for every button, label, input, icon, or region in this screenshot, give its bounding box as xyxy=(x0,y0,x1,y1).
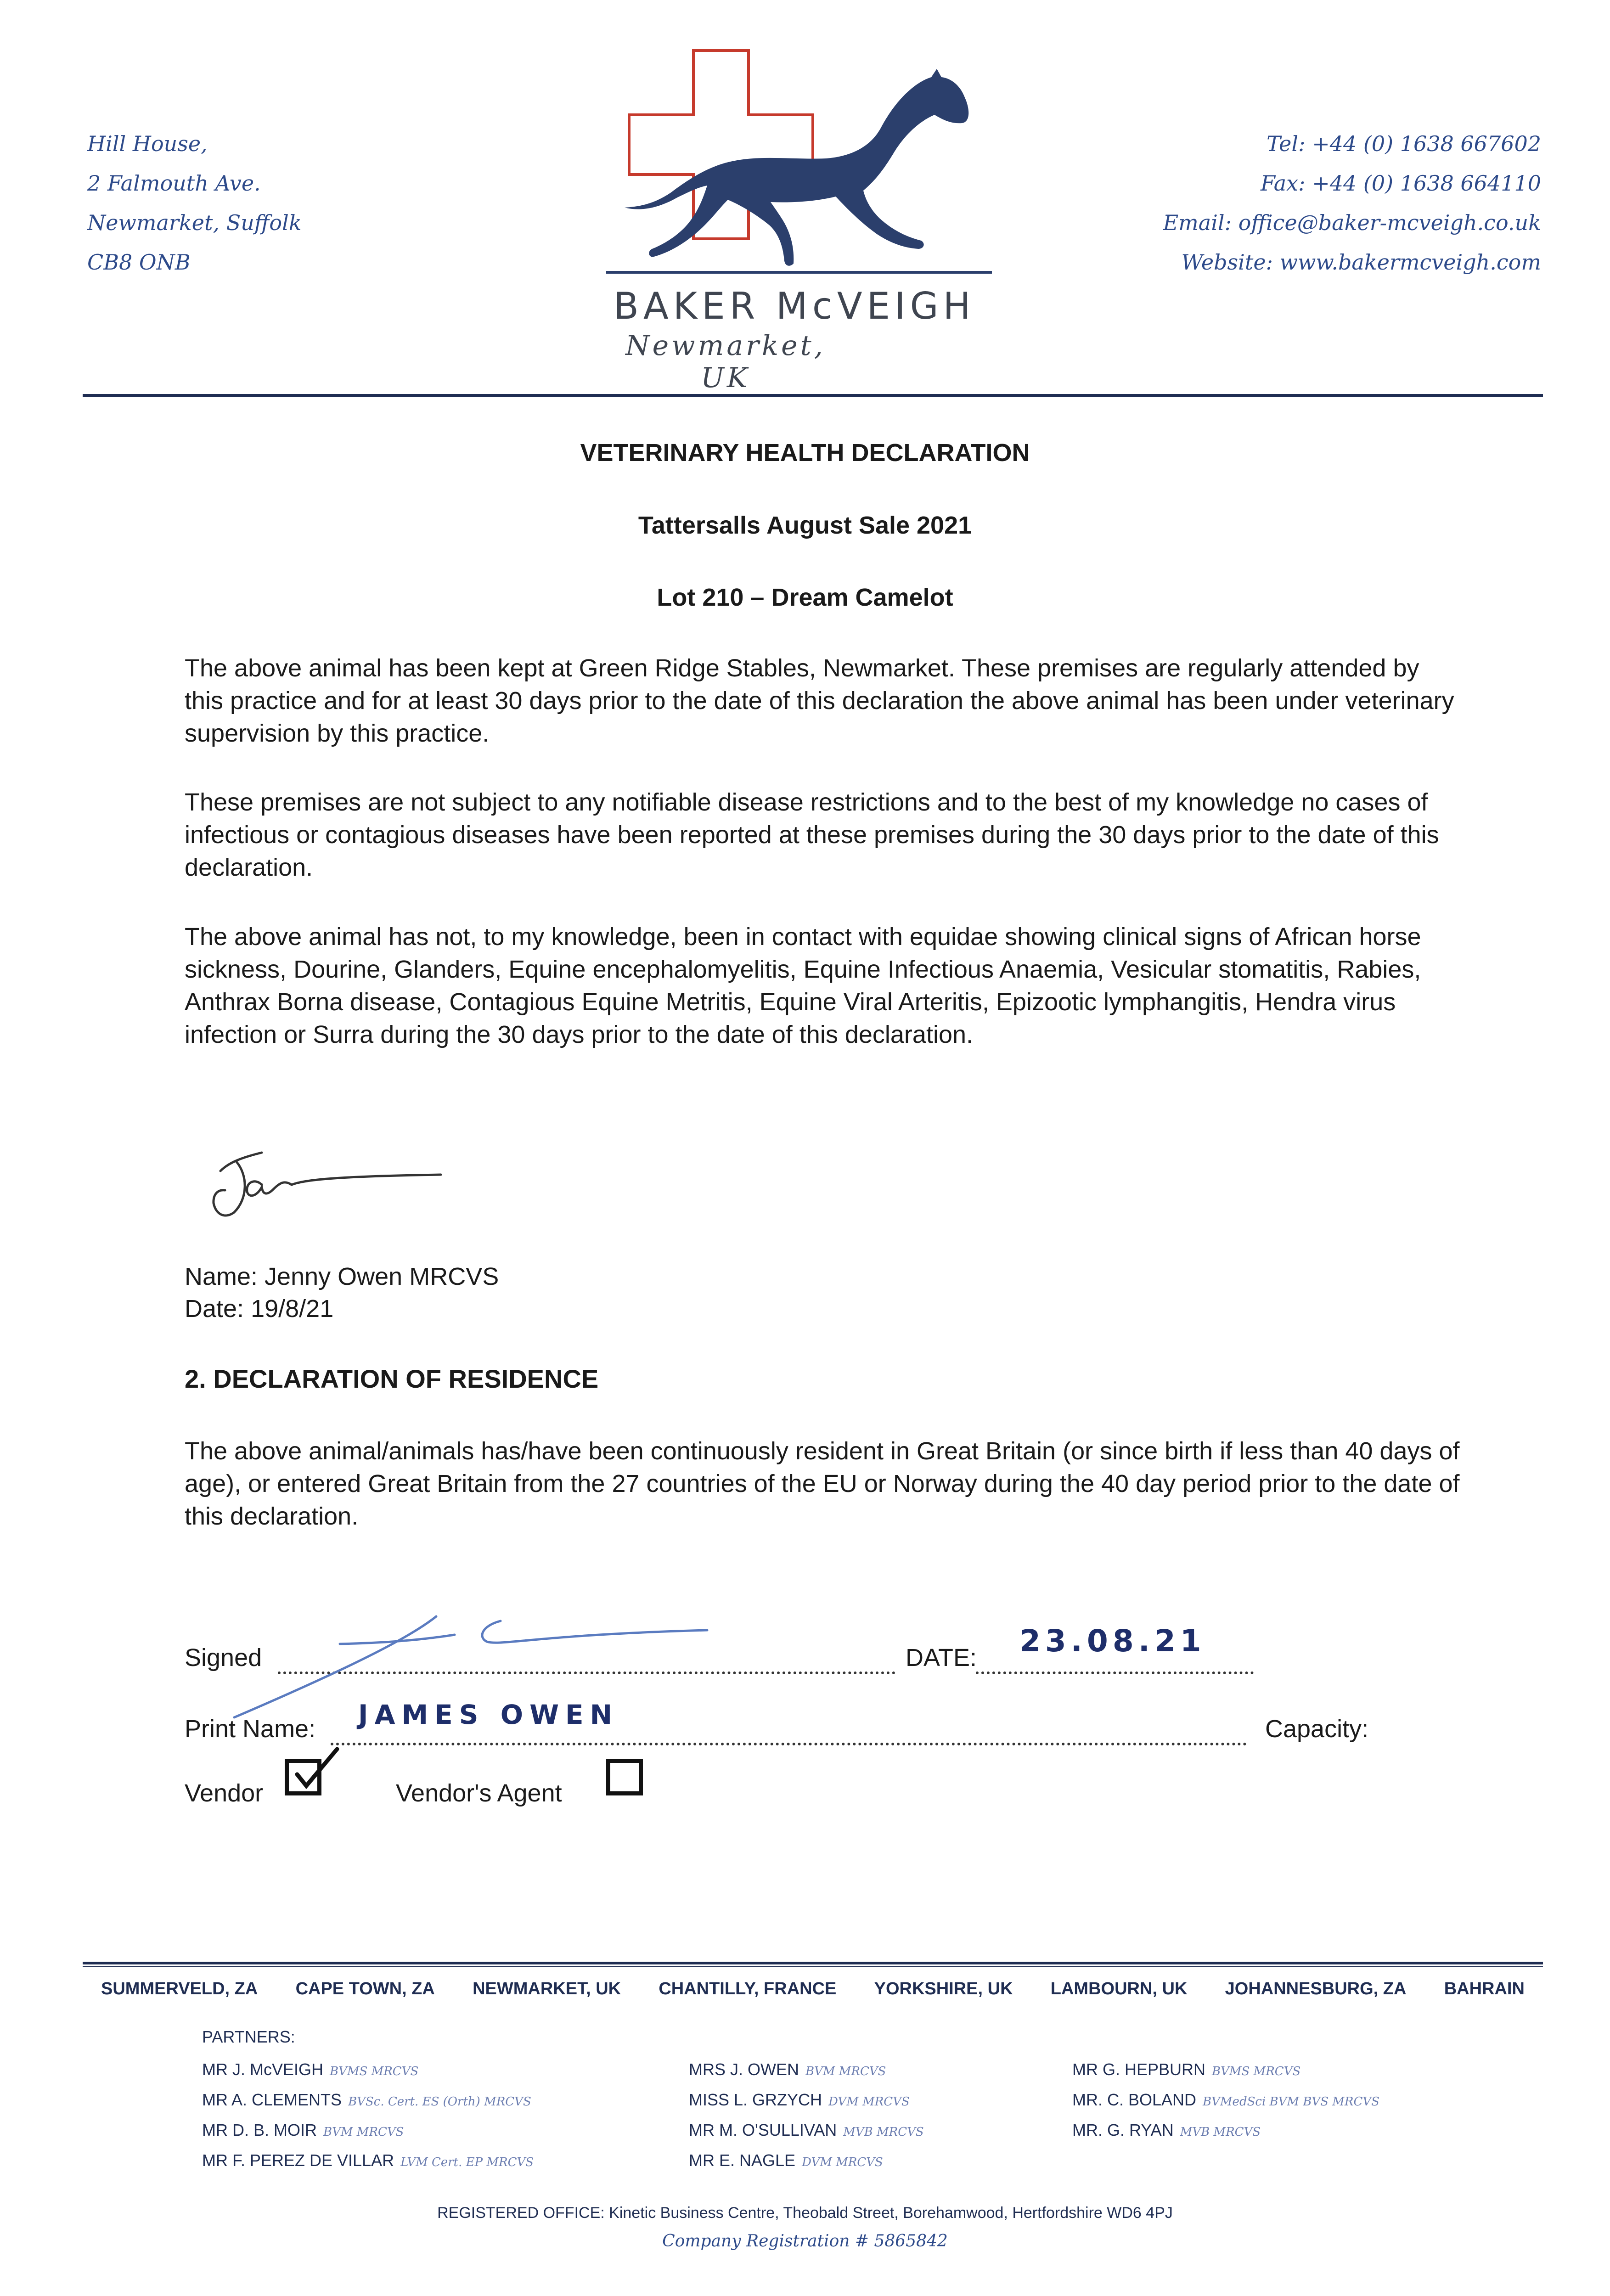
partners-column xyxy=(689,2055,924,2177)
baker-mcveigh-logo xyxy=(597,41,1001,289)
logo-subtitle: Newmarket, UK xyxy=(625,330,826,394)
partner: MR E. NAGLE DVM MRCVS xyxy=(689,2151,883,2170)
address-line: Newmarket, Suffolk xyxy=(87,210,302,235)
address-line: 2 Falmouth Ave. xyxy=(87,171,261,196)
capacity-label: Capacity: xyxy=(1265,1715,1369,1743)
partner: MR J. McVEIGH BVMS MRCVS xyxy=(202,2060,419,2079)
checkmark-icon xyxy=(289,1749,339,1790)
red-cross-icon xyxy=(629,51,813,239)
location: NEWMARKET, UK xyxy=(473,1979,621,1998)
galloping-horse-icon xyxy=(625,69,968,266)
partner: MRS J. OWEN BVM MRCVS xyxy=(689,2060,886,2079)
header-divider xyxy=(83,394,1543,397)
practice-contact xyxy=(1163,124,1541,282)
sale-title: Tattersalls August Sale 2021 xyxy=(638,512,972,539)
partner: MR. C. BOLAND BVMedSci BVM BVS MRCVS xyxy=(1072,2090,1379,2109)
partner: MISS L. GRZYCH DVM MRCVS xyxy=(689,2090,910,2109)
address-line: CB8 ONB xyxy=(87,250,191,275)
partner: MR G. HEPBURN BVMS MRCVS xyxy=(1072,2060,1301,2079)
logo-rule xyxy=(606,271,992,274)
print-name-value: JAMES OWEN xyxy=(358,1699,619,1730)
location: CAPE TOWN, ZA xyxy=(295,1979,435,1998)
location: JOHANNESBURG, ZA xyxy=(1225,1979,1407,1998)
location: LAMBOURN, UK xyxy=(1050,1979,1188,1998)
registered-office: REGISTERED OFFICE: Kinetic Business Centre, Theobald Street, Borehamwood, Hertfordshire WD6 4PJ xyxy=(437,2204,1173,2222)
agent-checkbox[interactable] xyxy=(606,1759,643,1795)
footer-divider-thin xyxy=(83,1966,1543,1967)
document-title: VETERINARY HEALTH DECLARATION xyxy=(580,439,1030,467)
location: YORKSHIRE, UK xyxy=(874,1979,1013,1998)
location: CHANTILLY, FRANCE xyxy=(659,1979,837,1998)
contact-email: Email: office@baker-mcveigh.co.uk xyxy=(1163,210,1541,235)
partner: MR. G. RYAN MVB MRCVS xyxy=(1072,2121,1261,2139)
agent-label: Vendor's Agent xyxy=(396,1779,562,1807)
supervision-paragraph: The above animal has been kept at Green Ridge Stables, Newmarket. These premises are regularly attended by this practice and for at least 30 days prior to the date of this declaration the above animal has been under veterinary supervision by this practice. xyxy=(185,654,1454,747)
partners-column xyxy=(202,2055,534,2177)
residence-heading: 2. DECLARATION OF RESIDENCE xyxy=(185,1364,599,1393)
location: SUMMERVELD, ZA xyxy=(101,1979,258,1998)
office-locations xyxy=(101,1979,1525,1999)
lot-title: Lot 210 – Dream Camelot xyxy=(657,584,953,611)
location: BAHRAIN xyxy=(1444,1979,1525,1998)
partner: MR D. B. MOIR BVM MRCVS xyxy=(202,2121,404,2139)
vet-date: Date: 19/8/21 xyxy=(185,1295,334,1322)
signed-label: Signed xyxy=(185,1644,262,1671)
print-name-label: Print Name: xyxy=(185,1715,316,1743)
partner: MR M. O'SULLIVAN MVB MRCVS xyxy=(689,2121,924,2139)
vet-name: Name: Jenny Owen MRCVS xyxy=(185,1263,499,1290)
contact-paragraph: The above animal has not, to my knowledge, been in contact with equidae showing clinical signs of African horse sickness, Dourine, Glanders, Equine encephalomyelitis, Equine Infectious Anaemia, Vesicular stomatitis, Rabies, Anthrax Borna disease, Contagious Equine Metritis, Equine Viral Arteritis, Epizootic lymphangitis, Hendra virus infection or Surra during the 30 days prior to the date of this declaration. xyxy=(185,923,1421,1048)
residence-paragraph: The above animal/animals has/have been continuously resident in Great Britain (or since birth if less than 40 days of age), or entered Great Britain from the 27 countries of the EU or Norway during the 40 day period prior to the date of this declaration. xyxy=(185,1437,1460,1530)
vet-signature xyxy=(193,1134,450,1226)
partner: MR F. PEREZ DE VILLAR LVM Cert. EP MRCVS xyxy=(202,2151,534,2170)
address-line: Hill House, xyxy=(87,131,208,156)
contact-website: Website: www.bakermcveigh.com xyxy=(1181,250,1541,275)
vendor-checkbox[interactable] xyxy=(285,1759,321,1795)
contact-tel: Tel: +44 (0) 1638 667602 xyxy=(1267,131,1541,156)
partners-column xyxy=(1072,2055,1379,2146)
practice-address xyxy=(87,124,302,282)
partner: MR A. CLEMENTS BVSc. Cert. ES (Orth) MRCVS xyxy=(202,2090,531,2109)
footer-divider xyxy=(83,1962,1543,1964)
date-label: DATE: xyxy=(906,1644,977,1671)
premises-paragraph: These premises are not subject to any notifiable disease restrictions and to the best of my knowledge no cases of infectious or contagious diseases have been reported at these premises during the 30 days prior to the date of this declaration. xyxy=(185,788,1439,881)
logo-name: BAKER McVEIGH xyxy=(614,285,975,327)
company-registration: Company Registration # 5865842 xyxy=(662,2232,948,2251)
partners-heading: PARTNERS: xyxy=(202,2027,295,2046)
vendor-label: Vendor xyxy=(185,1779,264,1807)
contact-fax: Fax: +44 (0) 1638 664110 xyxy=(1260,171,1541,196)
date-value: 23.08.21 xyxy=(1019,1623,1206,1659)
